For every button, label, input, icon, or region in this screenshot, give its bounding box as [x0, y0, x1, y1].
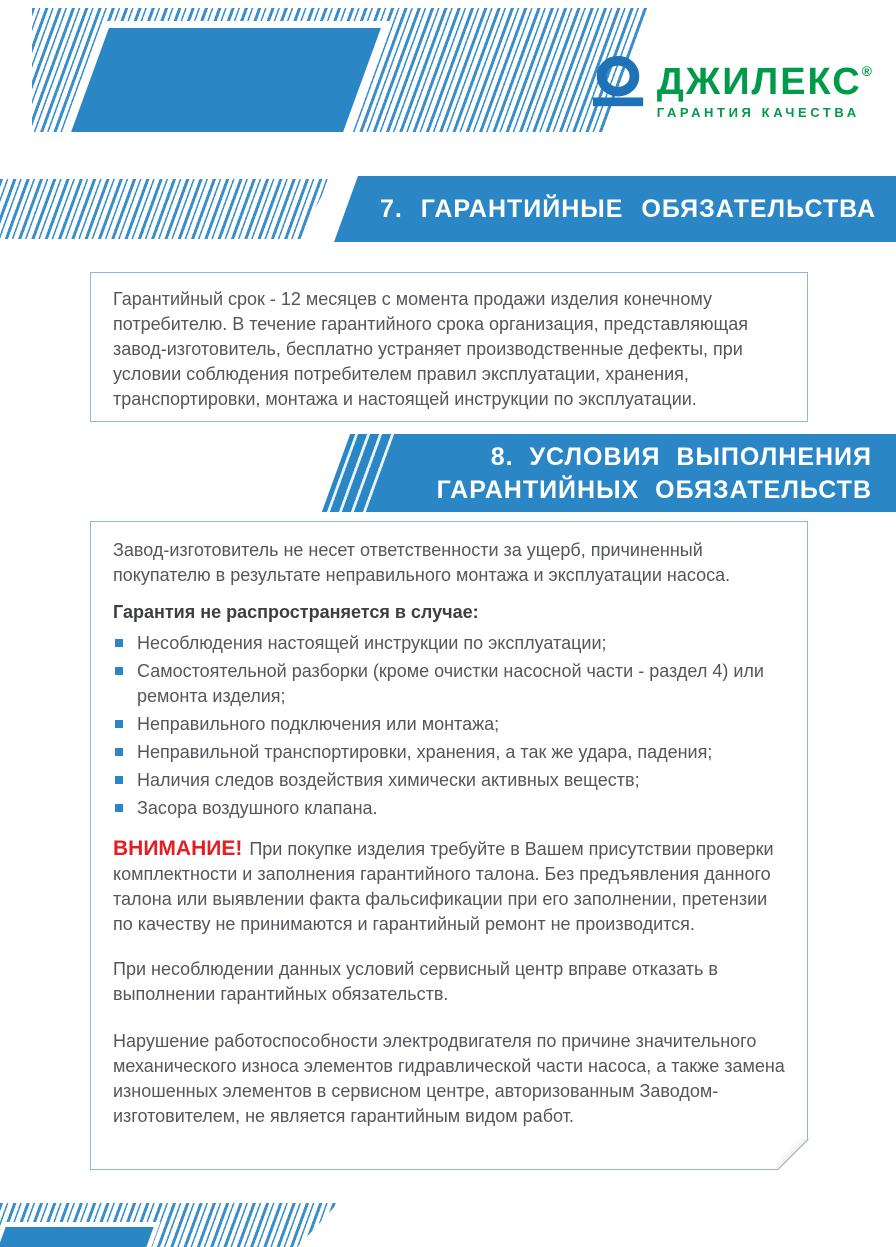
list-item	[113, 631, 785, 656]
list-item-text: Засора воздушного клапана.	[137, 798, 378, 818]
section7-body: Гарантийный срок - 12 месяцев с момента продажи изделия конечному потребителю. В течение гарантийного срока организация, представляющая завод-изготовитель, бесплатно устраняет производственные дефекты, при условии соблюдения потребителем правил эксплуатации, хранения, транспортировки, монтажа и настоящей инструкции по эксплуатации.	[113, 289, 749, 409]
section8-title-line2: ГАРАНТИЙНЫХ ОБЯЗАТЕЛЬСТВ	[436, 476, 872, 504]
section8-intro: Завод-изготовитель не несет ответственности за ущерб, причиненный покупателю в результате неправильного монтажа и эксплуатации насоса.	[113, 540, 731, 585]
section7-box	[90, 272, 808, 422]
brand-logo	[589, 52, 872, 120]
warranty-exclusions-list	[113, 631, 785, 821]
list-item	[113, 659, 785, 709]
list-item-text: Несоблюдения настоящей инструкции по эксплуатации;	[137, 633, 607, 653]
list-item	[113, 796, 785, 821]
section8-banner	[0, 434, 896, 512]
list-item-text: Наличия следов воздействия химически активных веществ;	[137, 770, 640, 790]
bullet-square-icon	[115, 639, 123, 647]
jeelex-emblem-icon	[589, 54, 647, 115]
section8-box	[90, 521, 808, 1170]
list-item-text: Неправильного подключения или монтажа;	[137, 714, 500, 734]
logo-text	[657, 52, 872, 120]
section8-paragraph3: Нарушение работоспособности электродвигателя по причине значительного механического износа элементов гидравлической части насоса, а также замена изношенных элементов в сервисном центре, авторизованным Заводом-изготовителем, не является гарантийным видом работ.	[113, 1031, 785, 1126]
brand-tagline: ГАРАНТИЯ КАЧЕСТВА	[656, 105, 860, 120]
list-item	[113, 740, 785, 765]
list-item-text: Неправильной транспортировки, хранения, а так же удара, падения;	[137, 742, 713, 762]
registered-mark: ®	[861, 63, 872, 79]
section7-stripes	[0, 179, 330, 239]
header-solid-block	[71, 28, 381, 132]
brand-wordmark: ДЖИЛЕКС	[656, 61, 862, 103]
header-stripes-band	[32, 8, 648, 132]
bullet-square-icon	[115, 748, 123, 756]
list-item-text: Самостоятельной разборки (кроме очистки насосной части - раздел 4) или ремонта изделия;	[137, 661, 764, 706]
footer-solid-block	[0, 1227, 154, 1247]
section7-banner	[0, 176, 896, 242]
section8-title	[437, 441, 872, 507]
list-item	[113, 712, 785, 737]
attention-paragraph	[113, 836, 785, 937]
brand-name	[657, 52, 872, 101]
section8-paragraph2: При несоблюдении данных условий сервисный центр вправе отказать в выполнении гарантийных обязательств.	[113, 959, 718, 1004]
bullet-square-icon	[115, 776, 123, 784]
bullet-square-icon	[115, 667, 123, 675]
warranty-exclusions-heading: Гарантия не распространяется в случае:	[113, 602, 479, 622]
section8-title-line1: 8. УСЛОВИЯ ВЫПОЛНЕНИЯ	[490, 443, 872, 471]
page-corner-fold	[777, 1139, 809, 1171]
section7-title: 7. ГАРАНТИЙНЫЕ ОБЯЗАТЕЛЬСТВА	[379, 195, 877, 223]
attention-label: ВНИМАНИЕ!	[113, 837, 243, 860]
bullet-square-icon	[115, 720, 123, 728]
bullet-square-icon	[115, 804, 123, 812]
attention-text: При покупке изделия требуйте в Вашем присутствии проверки комплектности и заполнения гарантийного талона. Без предъявления данного талона или выявлении факта фальсификации при его заполнении, претензии по качеству не принимаются и гарантийный ремонт не производится.	[113, 839, 774, 934]
list-item	[113, 768, 785, 793]
